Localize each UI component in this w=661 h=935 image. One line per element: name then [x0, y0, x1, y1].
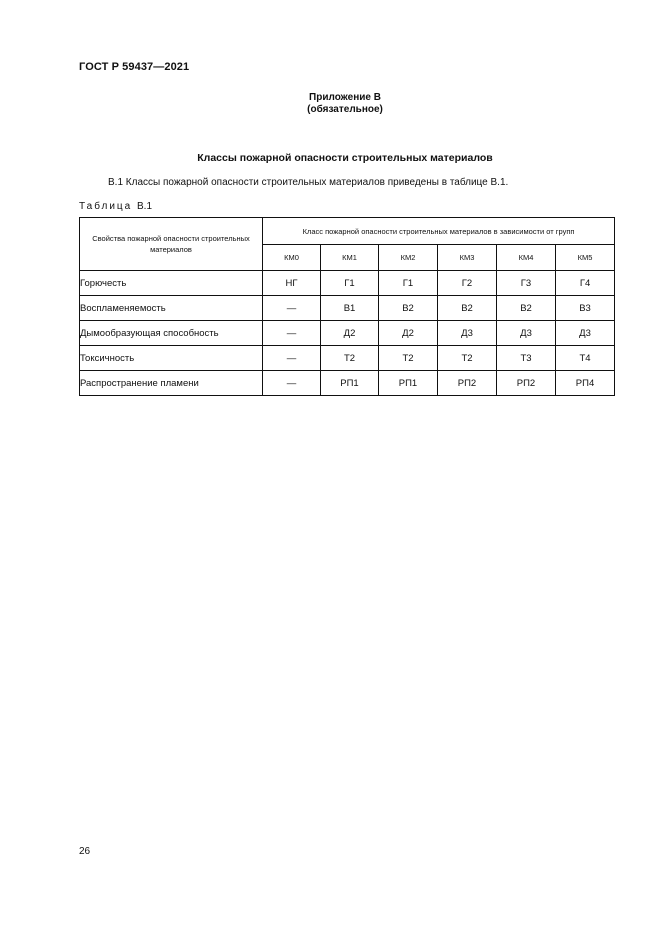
cell-value: В3 [556, 296, 615, 321]
cell-value: — [263, 296, 321, 321]
row-property: Распространение пламени [80, 371, 263, 396]
table-row [80, 321, 615, 346]
appendix-heading [0, 92, 661, 116]
header-class-km2: КМ2 [379, 245, 438, 271]
cell-value: Г1 [379, 271, 438, 296]
cell-value: Д3 [438, 321, 497, 346]
cell-value: Г2 [438, 271, 497, 296]
table-caption-word: Таблица [79, 201, 133, 212]
cell-value: РП4 [556, 371, 615, 396]
header-class-km4: КМ4 [497, 245, 556, 271]
cell-value: Д3 [497, 321, 556, 346]
header-class-km1: КМ1 [321, 245, 379, 271]
table-row [80, 346, 615, 371]
cell-value: НГ [263, 271, 321, 296]
header-property: Свойства пожарной опасности строительных материалов [80, 218, 263, 271]
row-property: Воспламеняемость [80, 296, 263, 321]
header-class-group: Класс пожарной опасности строительных материалов в зависимости от групп [263, 218, 615, 245]
table-row [80, 371, 615, 396]
cell-value: — [263, 371, 321, 396]
cell-value: Д2 [321, 321, 379, 346]
cell-value: — [263, 321, 321, 346]
cell-value: Т4 [556, 346, 615, 371]
table-row [80, 271, 615, 296]
cell-value: В2 [497, 296, 556, 321]
cell-value: Т2 [438, 346, 497, 371]
header-class-km3: КМ3 [438, 245, 497, 271]
page-number: 26 [79, 846, 91, 857]
cell-value: — [263, 346, 321, 371]
cell-value: Д3 [556, 321, 615, 346]
row-property: Токсичность [80, 346, 263, 371]
cell-value: РП1 [379, 371, 438, 396]
cell-value: В2 [379, 296, 438, 321]
section-title: Классы пожарной опасности строительных материалов [197, 152, 493, 164]
appendix-title: Приложение В [309, 92, 381, 103]
cell-value: Г4 [556, 271, 615, 296]
cell-value: Д2 [379, 321, 438, 346]
cell-value: РП2 [438, 371, 497, 396]
fire-hazard-table [79, 217, 615, 396]
cell-value: Г3 [497, 271, 556, 296]
cell-value: В1 [321, 296, 379, 321]
header-class-km0: КМ0 [263, 245, 321, 271]
cell-value: Г1 [321, 271, 379, 296]
cell-value: В2 [438, 296, 497, 321]
cell-value: РП2 [497, 371, 556, 396]
cell-value: РП1 [321, 371, 379, 396]
cell-value: Т3 [497, 346, 556, 371]
cell-value: Т2 [321, 346, 379, 371]
table-caption-number: В.1 [137, 201, 153, 212]
document-header: ГОСТ Р 59437—2021 [79, 61, 190, 73]
body-paragraph: В.1 Классы пожарной опасности строительных материалов приведены в таблице В.1. [108, 177, 509, 188]
header-class-km5: КМ5 [556, 245, 615, 271]
table-row [80, 296, 615, 321]
row-property: Горючесть [80, 271, 263, 296]
table-caption [79, 201, 152, 212]
cell-value: Т2 [379, 346, 438, 371]
row-property: Дымообразующая способность [80, 321, 263, 346]
appendix-status: (обязательное) [307, 104, 383, 115]
